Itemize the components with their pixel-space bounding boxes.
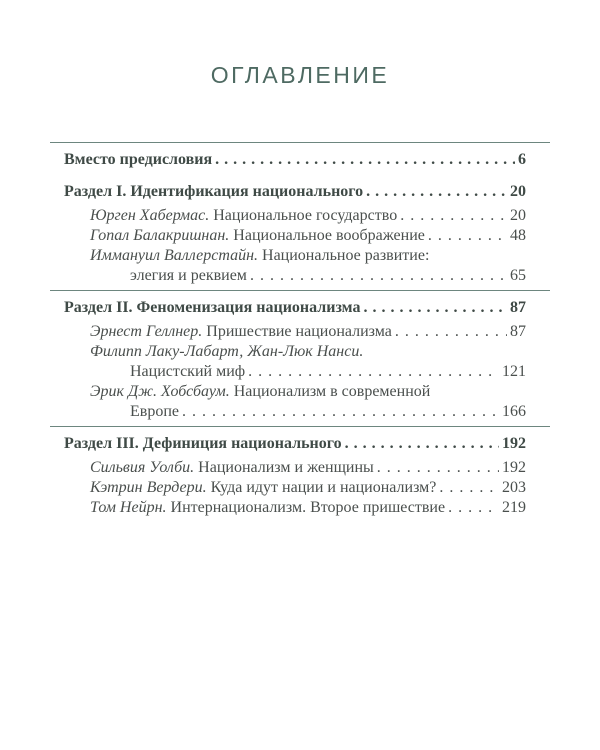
- toc-label: Раздел I. Идентификация национального: [64, 183, 364, 200]
- toc-page: 219: [502, 499, 526, 516]
- leader-dots: [439, 478, 499, 498]
- toc-page: 192: [502, 459, 526, 476]
- toc-author: Юрген Хабермас.: [90, 207, 210, 224]
- toc-entry[interactable]: [90, 226, 526, 246]
- toc-author: Эрнест Геллнер.: [90, 323, 203, 340]
- toc-entry-continuation[interactable]: [130, 266, 526, 286]
- toc-author: Гопал Балакришнан.: [90, 227, 230, 244]
- toc-page: 20: [510, 207, 526, 224]
- toc-page: 65: [510, 267, 526, 284]
- toc-page: 48: [510, 227, 526, 244]
- leader-dots: [428, 226, 507, 246]
- toc-label: Вместо предисловия: [64, 151, 213, 168]
- top-rule: [50, 142, 550, 143]
- leader-dots: [345, 434, 499, 454]
- toc-title: Национализм и женщины: [198, 459, 374, 476]
- leader-dots: [215, 150, 515, 170]
- toc-page: 20: [510, 183, 526, 200]
- toc-entry-line[interactable]: [90, 246, 429, 266]
- toc-page: 6: [518, 151, 526, 168]
- toc-title: элегия и реквием: [130, 267, 247, 284]
- toc-entry[interactable]: [90, 478, 526, 498]
- toc-page: 203: [502, 479, 526, 496]
- leader-dots: [250, 266, 507, 286]
- toc-entry[interactable]: [90, 458, 526, 478]
- toc-page: 121: [502, 363, 526, 380]
- toc-title: Нацистский миф: [130, 363, 246, 380]
- toc-section-3[interactable]: [64, 434, 526, 454]
- toc-page: 192: [502, 435, 526, 452]
- toc-entry-continuation[interactable]: [130, 402, 526, 422]
- leader-dots: [366, 182, 507, 202]
- toc-page: 166: [502, 403, 526, 420]
- toc-section-1[interactable]: [64, 182, 526, 202]
- toc-title: Куда идут нации и национализм?: [210, 479, 437, 496]
- toc-title: Национальное государство: [213, 207, 398, 224]
- toc-author: Кэтрин Вердери.: [90, 479, 207, 496]
- leader-dots: [448, 498, 499, 518]
- leader-dots: [395, 322, 507, 342]
- toc-page: 87: [510, 323, 526, 340]
- toc-author: Том Нейрн.: [90, 499, 167, 516]
- toc-section-2[interactable]: [64, 298, 526, 318]
- toc-author: Филипп Лаку-Лабарт, Жан-Люк Нанси.: [90, 343, 364, 360]
- toc-author: Сильвия Уолби.: [90, 459, 195, 476]
- leader-dots: [377, 458, 499, 478]
- toc-title: Национальное воображение: [233, 227, 425, 244]
- toc-entry-preface[interactable]: [64, 150, 526, 170]
- page-title: ОГЛАВЛЕНИЕ: [210, 62, 390, 88]
- toc-author: Эрик Дж. Хобсбаум.: [90, 383, 230, 400]
- toc-title: Европе: [130, 403, 179, 420]
- toc-title: Интернационализм. Второе пришествие: [170, 499, 446, 516]
- toc-title: Пришествие национализма: [206, 323, 392, 340]
- toc-entry-line[interactable]: [90, 342, 363, 362]
- leader-dots: [363, 298, 507, 318]
- toc-entry[interactable]: [90, 322, 526, 342]
- section-divider: [50, 426, 550, 427]
- section-divider: [50, 290, 550, 291]
- toc-entry-continuation[interactable]: [130, 362, 526, 382]
- leader-dots: [400, 206, 507, 226]
- toc-entry[interactable]: [90, 206, 526, 226]
- leader-dots: [182, 402, 499, 422]
- toc-entry[interactable]: [90, 498, 526, 518]
- toc-label: Раздел II. Феноменизация национализма: [64, 299, 361, 316]
- leader-dots: [248, 362, 499, 382]
- toc-label: Раздел III. Дефиниция национального: [64, 435, 342, 452]
- toc-title: Национальное развитие:: [262, 247, 430, 264]
- toc-title: Национализм в современной: [233, 383, 431, 400]
- toc-page: 87: [510, 299, 526, 316]
- toc-entry-line[interactable]: [90, 382, 430, 402]
- toc-author: Иммануил Валлерстайн.: [90, 247, 259, 264]
